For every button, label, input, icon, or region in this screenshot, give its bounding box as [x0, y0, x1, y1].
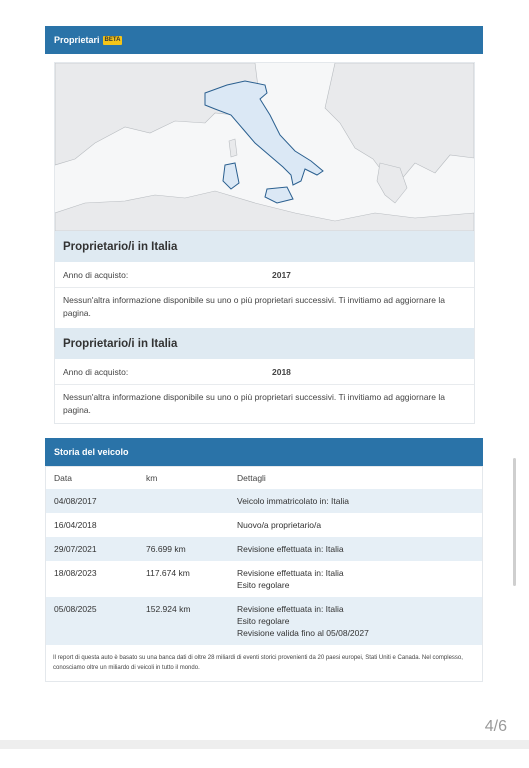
history-panel-header: [45, 438, 483, 466]
history-detail-line: Esito regolare: [237, 580, 290, 590]
history-detail-line: Revisione effettuata in: Italia: [237, 604, 344, 614]
owner-note: Nessun'altra informazione disponibile su uno o più proprietari successivi. Ti invitiamo ad aggiornare la pagina.: [63, 295, 445, 318]
acquisition-row: [55, 359, 474, 385]
history-footnote: Il report di questa auto è basato su una banca dati di oltre 28 miliardi di eventi storici provenienti da 20 paesi europei, Stati Uniti e Canada. Nel complesso, conosciamo oltre un miliardo di veicoli in tutto il mondo.: [53, 655, 463, 671]
history-date: 18/08/2023: [54, 568, 97, 578]
history-details: [229, 513, 482, 537]
history-detail-line: Revisione effettuata in: Italia: [237, 568, 344, 578]
column-header-km: km: [146, 473, 158, 483]
acquisition-label: Anno di acquisto:: [63, 269, 129, 280]
history-date: 16/04/2018: [54, 520, 97, 530]
history-row: [46, 489, 482, 513]
history-km: 117.674 km: [146, 568, 190, 578]
acquisition-row: [55, 262, 474, 288]
history-date: 29/07/2021: [46, 537, 138, 561]
history-panel-title: Storia del veicolo: [54, 447, 129, 457]
history-row: [46, 561, 482, 597]
page-indicator: 4/6: [484, 718, 507, 735]
owners-panel-title: Proprietari: [54, 35, 100, 45]
history-detail-line: Revisione effettuata in: Italia: [237, 544, 344, 554]
history-detail-line: Nuovo/a proprietario/a: [237, 520, 322, 530]
owners-card: [54, 62, 475, 424]
history-detail-line: Veicolo immatricolato in: Italia: [237, 496, 349, 506]
history-details: [229, 489, 482, 513]
history-detail-line: Revisione valida fino al 05/08/2027: [237, 628, 369, 638]
history-table: [46, 467, 482, 645]
history-row: [46, 513, 482, 537]
owner-section-1: [55, 231, 474, 328]
europe-map: [55, 63, 474, 231]
history-date: 05/08/2025: [46, 597, 138, 645]
history-km: [138, 513, 229, 537]
history-km: 76.699 km: [138, 537, 229, 561]
bottom-bar: [0, 740, 529, 749]
acquisition-year: 2018: [272, 366, 291, 377]
history-details: [229, 597, 482, 645]
history-row: [46, 597, 482, 645]
acquisition-label: Anno di acquisto:: [63, 366, 129, 377]
owner-section-title: Proprietario/i in Italia: [55, 328, 474, 359]
history-km: [138, 489, 229, 513]
history-card: [45, 466, 483, 682]
scrollbar[interactable]: [513, 458, 516, 586]
history-header-row: [46, 467, 482, 489]
history-details: [229, 537, 482, 561]
column-header-date: Data: [54, 473, 72, 483]
history-km: 152.924 km: [138, 597, 229, 645]
owner-note: Nessun'altra informazione disponibile su uno o più proprietari successivi. Ti invitiamo ad aggiornare la pagina.: [63, 392, 445, 415]
column-header-details: Dettagli: [237, 473, 266, 483]
owners-panel-header: [45, 26, 483, 54]
owner-section-2: [55, 328, 474, 425]
acquisition-year: 2017: [272, 269, 291, 280]
owner-section-title: Proprietario/i in Italia: [55, 231, 474, 262]
beta-badge: BETA: [104, 36, 121, 43]
history-row: [46, 537, 482, 561]
history-details: [229, 561, 482, 597]
history-detail-line: Esito regolare: [237, 616, 290, 626]
history-date: 04/08/2017: [46, 489, 138, 513]
